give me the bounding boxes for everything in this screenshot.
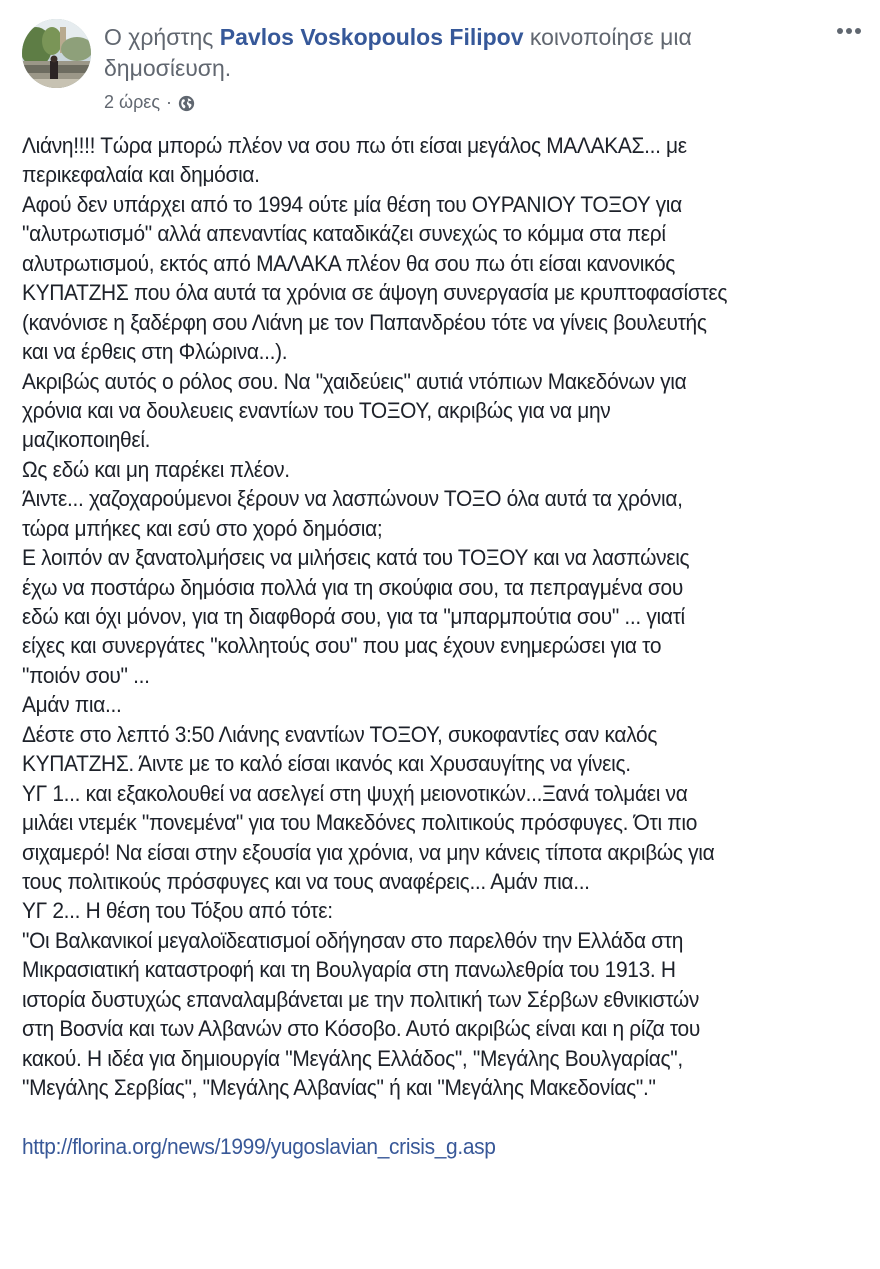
title-action: κοινοποίησε μια [529,24,692,50]
external-link[interactable]: http://florina.org/news/1999/yugoslavian_crisis_g.asp [22,1133,496,1159]
body-line: Άιντε... χαζοχαρούμενοι ξέρουν να λασπώνουν ΤΟΞΟ όλα αυτά τα χρόνια, [22,486,683,512]
ellipsis-dot [837,28,843,34]
body-line: σιχαμερό! Να είσαι στην εξουσία για χρόνια, να μην κάνεις τίποτα ακριβώς για [22,839,715,865]
body-line: "αλυτρωτισμό" αλλά απεναντίας καταδικάζει συνεχώς το κόμμα στα περί [22,221,666,247]
body-line: αλυτρωτισμού, εκτός από ΜΑΛΑΚΑ πλέον θα σου πω ότι είσαι κανονικός [22,250,676,276]
post-body [22,131,822,1161]
body-line: τους πολιτικούς πρόσφυγες και να τους αναφέρεις... Αμάν πια... [22,868,590,894]
body-line: ΥΓ 2... Η θέση του Τόξου από τότε: [22,898,333,924]
body-line: Αμάν πια... [22,692,122,718]
body-line: στη Βοσνία και των Αλβανών στο Κόσοβο. Αυτό ακριβώς είναι και η ρίζα του [22,1016,700,1042]
body-line: έχω να ποστάρω δημόσια πολλά για τη σκούφια σου, τα πεπραγμένα σου [22,574,683,600]
post-header [0,0,880,120]
body-line: Λιάνη!!!! Τώρα μπορώ πλέον να σου πω ότι είσαι μεγάλος ΜΑΛΑΚΑΣ... με [22,133,687,158]
body-line: Ε λοιπόν αν ξανατολμήσεις να μιλήσεις κατά του ΤΟΞΟΥ και να λασπώνεις [22,545,690,571]
timestamp-link[interactable]: 2 ώρες [104,92,161,112]
body-line: Ακριβώς αυτός ο ρόλος σου. Να "χαιδεύεις" αυτιά ντόπιων Μακεδόνων για [22,368,687,394]
body-line: ιστορία δυστυχώς επαναλαμβάνεται με την πολιτική των Σέρβων εθνικιστών [22,986,700,1012]
body-line: τώρα μπήκες και εσύ στο χορό δημόσια; [22,515,383,541]
body-line [22,1132,822,1161]
post-title [104,22,804,84]
body-line: "Οι Βαλκανικοί μεγαλοϊδεατισμοί οδήγησαν στο παρελθόν την Ελλάδα στη [22,927,684,953]
globe-icon[interactable] [178,94,195,111]
body-line: και να έρθεις στη Φλώρινα...). [22,339,288,365]
meta-separator: · [166,92,173,112]
ellipsis-dot [855,28,861,34]
body-line: Μικρασιατική καταστροφή και τη Βουλγαρία στη πανωλεθρία του 1913. Η [22,957,676,983]
body-line: χρόνια και να δουλευεις εναντίων του ΤΟΞΟΥ, ακριβώς για να μην [22,397,611,423]
body-line: κακού. Η ιδέα για δημιουργία "Μεγάλης Ελλάδος", "Μεγάλης Βουλγαρίας", [22,1045,683,1071]
body-line [22,1102,822,1131]
more-options-button[interactable] [837,24,867,38]
body-line: "Μεγάλης Σερβίας", "Μεγάλης Αλβανίας" ή και "Μεγάλης Μακεδονίας"." [22,1075,656,1100]
body-line: ΥΓ 1... και εξακολουθεί να ασελγεί στη ψυχή μειονοτικών...Ξανά τολμάει να [22,780,688,806]
body-line: ΚΥΠΑΤΖΗΣ. Άιντε με το καλό είσαι ικανός και Χρυσαυγίτης να γίνεις. [22,751,631,777]
body-line: Δέστε στο λεπτό 3:50 Λιάνης εναντίων ΤΟΞΟΥ, συκοφαντίες σαν καλός [22,721,658,747]
post-meta [104,90,195,114]
avatar[interactable] [22,19,91,88]
body-line: περικεφαλαία και δημόσια. [22,162,260,188]
ellipsis-dot [846,28,852,34]
body-line: εδώ και όχι μόνον, για τη διαφθορά σου, για τα "μπαρμπούτια σου" ... γιατί [22,604,685,629]
body-line: μαζικοποιηθεί. [22,427,151,453]
body-line: είχες και συνεργάτες "κολλητούς σου" που μας έχουν ενημερώσει για το [22,633,662,659]
body-line: "ποιόν σου" ... [22,662,150,688]
title-prefix: Ο χρήστης [104,24,214,50]
body-line: (κανόνισε η ξαδέρφη σου Λιάνη με τον Παπανδρέου τότε να γίνεις βουλευτής [22,309,707,335]
body-line: Αφού δεν υπάρχει από το 1994 ούτε μία θέση του ΟΥΡΑΝΙΟΥ ΤΟΞΟΥ για [22,191,682,217]
body-line: μιλάει ντεμέκ "πονεμένα" για του Μακεδόνες πολιτικούς πρόσφυγες. Ότι πιο [22,810,698,836]
title-action-object[interactable]: δημοσίευση. [104,55,232,81]
avatar-photo-icon [22,19,91,88]
actor-name-link[interactable]: Pavlos Voskopoulos Filipov [219,24,524,50]
body-line: Ως εδώ και μη παρέκει πλέον. [22,456,290,482]
body-line: ΚΥΠΑΤΖΗΣ που όλα αυτά τα χρόνια σε άψογη συνεργασία με κρυπτοφασίστες [22,280,728,306]
